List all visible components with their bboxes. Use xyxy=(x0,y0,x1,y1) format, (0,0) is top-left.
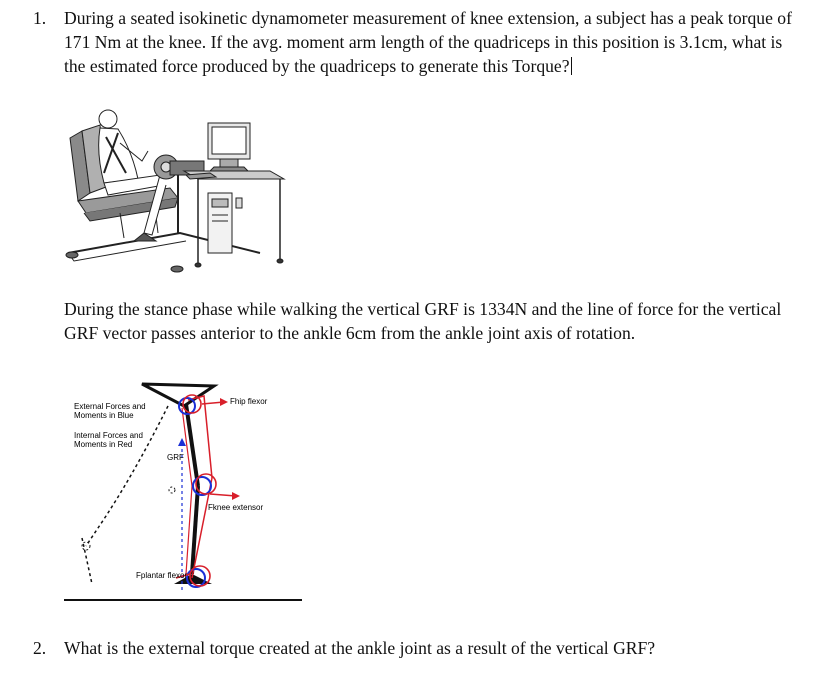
legend-external-line-2: Moments in Blue xyxy=(74,411,134,420)
knee-extensor-arrowhead xyxy=(232,492,240,500)
swing-leg xyxy=(86,406,168,546)
question-1-body: During a seated isokinetic dynamometer measurement of knee extension, a subject has a peak torque of 171 Nm at the knee. If the avg. moment arm length of the quadriceps in this position is 3.1cm, what is the estimated force produced by the quadriceps to generate this Torque? xyxy=(64,8,792,76)
grf-label: GRF xyxy=(167,453,184,462)
hip-flexor-arrowhead xyxy=(220,398,228,406)
swing-shank xyxy=(82,538,92,584)
paragraph-grf-context: During the stance phase while walking the vertical GRF is 1334N and the line of force for the vertical GRF vector passes anterior to the ankle 6cm from the ankle joint axis of rotation. xyxy=(64,299,782,343)
question-1-number: 1. xyxy=(33,8,47,28)
legend-internal-line-2: Moments in Red xyxy=(74,440,133,449)
question-2-number: 2. xyxy=(33,638,47,658)
question-2-text: What is the external torque created at the ankle joint as a result of the vertical GRF? xyxy=(64,638,656,658)
text-cursor xyxy=(571,57,572,75)
swing-marker xyxy=(169,487,175,493)
question-1-text xyxy=(64,6,804,78)
stance-thigh xyxy=(186,404,198,486)
legend-external-line-1: External Forces and xyxy=(74,402,146,411)
pelvis-segment xyxy=(142,384,214,406)
isokinetic-dynamometer-illustration xyxy=(60,103,290,278)
stance-phase-forces-diagram xyxy=(62,378,312,606)
grf-arrowhead xyxy=(178,438,186,446)
hip-flexor-label: Fhip flexor xyxy=(230,397,268,406)
plantar-flexor-label: Fplantar flexor xyxy=(136,571,188,580)
legend-internal-line-1: Internal Forces and xyxy=(74,431,143,440)
knee-extensor-label: Fknee extensor xyxy=(208,503,264,512)
